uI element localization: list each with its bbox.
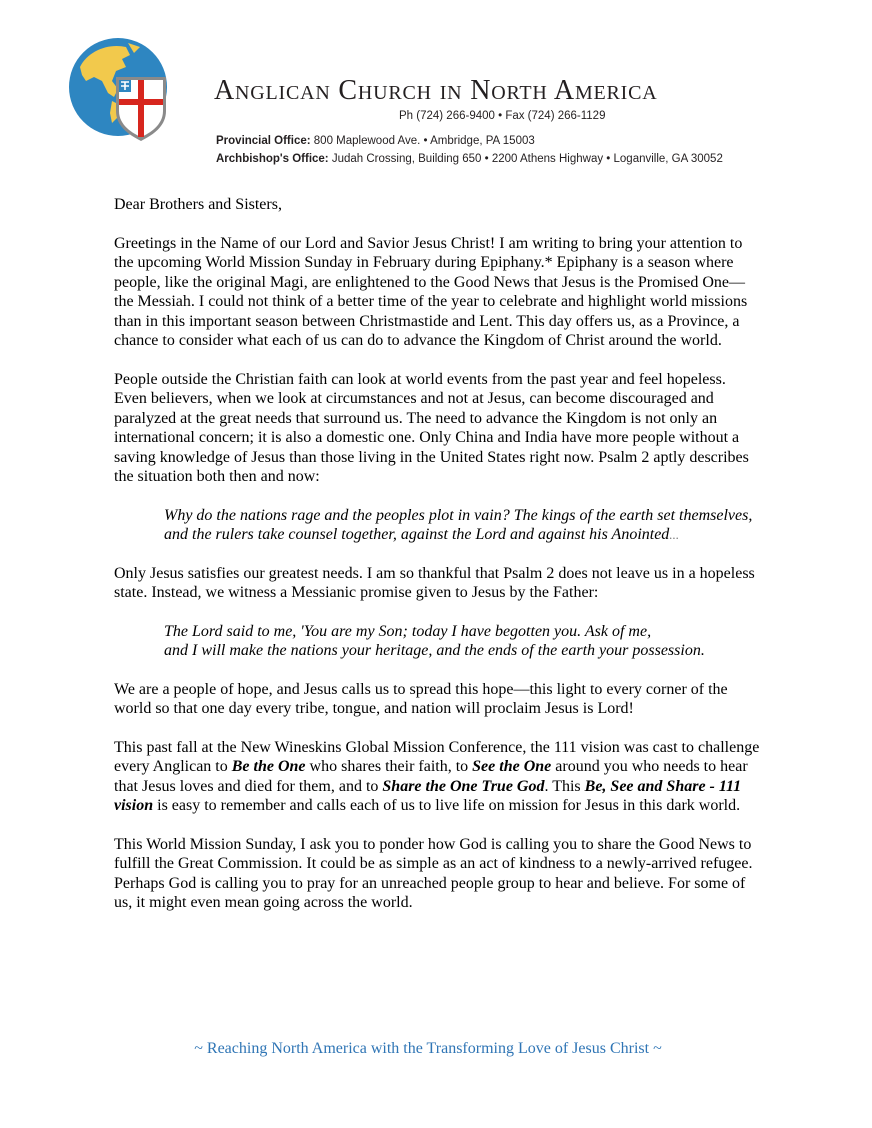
p5-text-g: . This [544, 777, 585, 795]
p5-text-a: This past fall at the New Wineskins Global Mission Conference, the 111 vision was cast to challenge every Anglican to [114, 738, 760, 775]
acna-logo-icon [68, 37, 172, 141]
archbishop-office-label: Archbishop's Office: [216, 153, 329, 165]
be-the-one-emphasis: Be the One [231, 758, 306, 775]
provincial-office-label: Provincial Office: [216, 135, 311, 147]
provincial-office-line [216, 135, 535, 147]
paragraph-111-vision [114, 738, 762, 816]
footer-tagline: ~ Reaching North America with the Transforming Love of Jesus Christ ~ [194, 1040, 662, 1057]
p5-text-e: around you who needs to hear that Jesus loves and died for them, and to [114, 758, 748, 795]
see-the-one-emphasis: See the One [472, 758, 552, 775]
p5-text-i: is easy to remember and calls each of us to live life on mission for Jesus in this dark world. [153, 797, 741, 814]
111-vision-emphasis: Be, See and Share - 111 vision [114, 777, 742, 814]
psalm-quote-2-line1: The Lord said to me, 'You are my Son; today I have begotten you. Ask of me, [164, 622, 652, 640]
psalm-quote-1-text: Why do the nations rage and the peoples plot in vain? The kings of the earth set themselves, and the rulers take counsel together, against the Lord and against his Anointed [164, 506, 753, 543]
paragraph-only-jesus: Only Jesus satisfies our greatest needs. I am so thankful that Psalm 2 does not leave us in a hopeless state. Instead, we witness a Messianic promise given to Jesus by the Father: [114, 564, 755, 601]
psalm-quote-1 [164, 506, 756, 545]
psalm-quote-1-ellipsis: ... [669, 527, 680, 542]
letter-body [114, 195, 762, 932]
share-the-one-emphasis: Share the One True God [382, 777, 545, 795]
organization-name: Anglican Church in North America [214, 75, 658, 106]
p5-text-c: who shares their faith, to [305, 758, 473, 775]
archbishop-office-line [216, 153, 723, 165]
salutation: Dear Brothers and Sisters, [114, 196, 282, 213]
psalm-quote-2 [164, 622, 756, 661]
psalm-quote-2-line2: and I will make the nations your heritage, and the ends of the earth your possession. [164, 642, 705, 659]
paragraph-hopeless: People outside the Christian faith can look at world events from the past year and feel hopeless. Even believers, when we look at circumstances and not at Jesus, can become discouraged and paralyzed at the great needs that surround us. The need to advance the Kingdom is not only an international concern; it is also a domestic one. Only China and India have more people without a saving knowledge of Jesus than those living in the United States right now. Psalm 2 aptly describes the situation both then and now: [114, 370, 749, 485]
archbishop-office-address: Judah Crossing, Building 650 • 2200 Athens Highway • Loganville, GA 30052 [328, 153, 723, 165]
provincial-office-address: 800 Maplewood Ave. • Ambridge, PA 15003 [310, 135, 535, 147]
paragraph-world-mission-sunday: This World Mission Sunday, I ask you to ponder how God is calling you to share the Good News to fulfill the Great Commission. It could be as simple as an act of kindness to a newly-arrived refugee. Perhaps God is calling you to pray for an unreached people group to hear and believe. For some of us, it might even mean going across the world. [114, 835, 753, 911]
phone-fax-line: Ph (724) 266-9400 • Fax (724) 266-1129 [399, 110, 606, 122]
paragraph-people-of-hope: We are a people of hope, and Jesus calls us to spread this hope—this light to every corner of the world so that one day every tribe, tongue, and nation will proclaim Jesus is Lord! [114, 680, 728, 717]
paragraph-greetings: Greetings in the Name of our Lord and Savior Jesus Christ! I am writing to bring your attention to the upcoming World Mission Sunday in February during Epiphany.* Epiphany is a season where people, like the original Magi, are enlightened to the Good News that Jesus is the Promised One—the Messiah. I could not think of a better time of the year to celebrate and highlight world missions than in this important season between Christmastide and Lent. This day offers us, as a Province, a chance to consider what each of us can do to advance the Kingdom of Christ around the world. [114, 234, 748, 349]
